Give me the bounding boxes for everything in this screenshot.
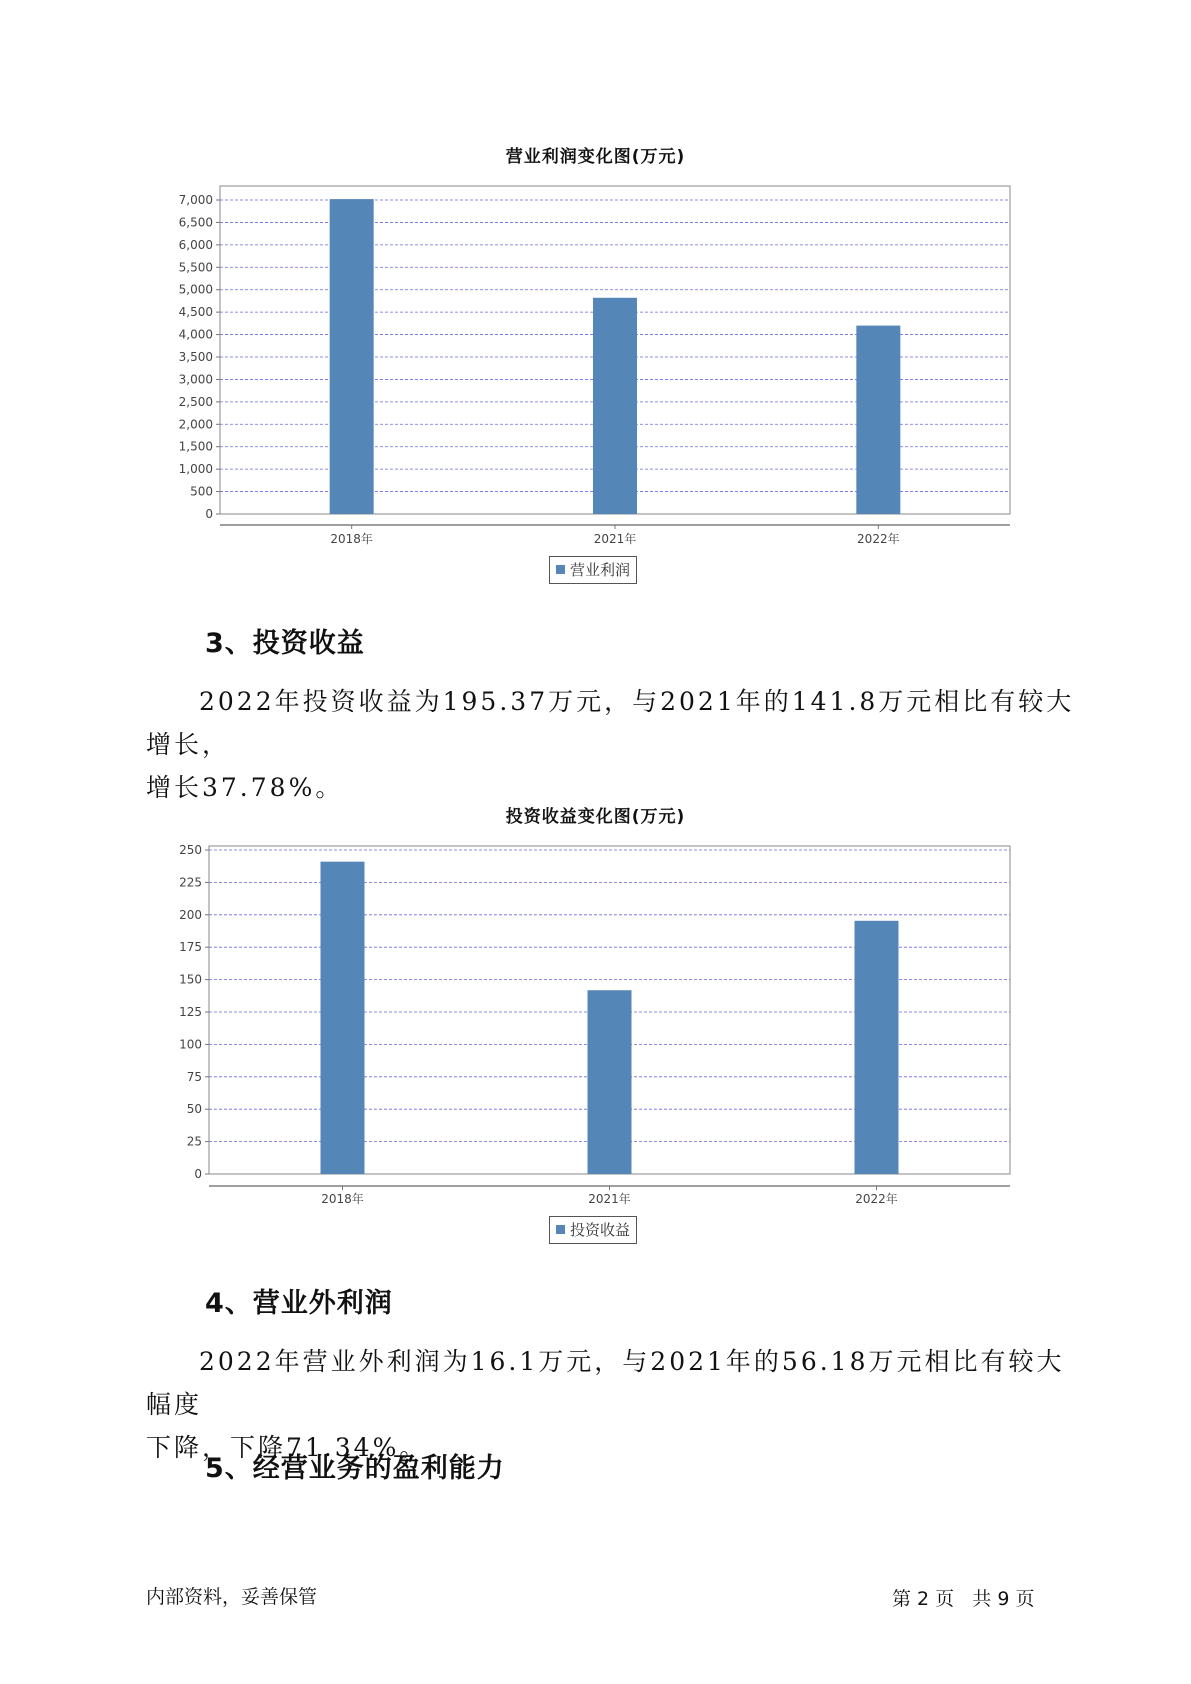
paragraph-line: 2022年投资收益为195.37万元，与2021年的141.8万元相比有较大增长， — [146, 687, 1075, 759]
y-tick-label: 50 — [186, 1102, 202, 1117]
section-heading-non-operating-profit: 4、营业外利润 — [205, 1288, 393, 1319]
section-heading-business-profitability: 5、经营业务的盈利能力 — [205, 1453, 505, 1484]
y-tick-label: 5,500 — [178, 260, 213, 275]
y-tick-label: 0 — [205, 507, 213, 521]
legend-label: 营业利润 — [570, 561, 631, 579]
y-tick-label: 175 — [179, 940, 202, 955]
bar — [588, 990, 632, 1174]
y-tick-label: 125 — [179, 1005, 202, 1019]
y-tick-label: 3,500 — [178, 350, 213, 364]
y-tick-label: 5,000 — [178, 282, 213, 297]
x-tick-label: 2022年 — [857, 532, 900, 546]
bar — [321, 862, 365, 1174]
section-heading-investment-income: 3、投资收益 — [205, 628, 365, 659]
chart-title-investment-income: 投资收益变化图(万元) — [505, 807, 686, 827]
chart-legend-investment-income — [549, 1216, 637, 1244]
y-tick-label: 7,000 — [178, 193, 213, 207]
legend-label: 投资收益 — [570, 1221, 631, 1239]
footer-confidential-note: 内部资料，妥善保管 — [146, 1586, 318, 1608]
x-tick-label: 2021年 — [588, 1192, 631, 1206]
y-tick-label: 200 — [179, 907, 202, 922]
x-tick-label: 2018年 — [321, 1192, 364, 1206]
x-tick-label: 2021年 — [593, 532, 637, 546]
x-tick-label: 2018年 — [330, 532, 373, 546]
y-tick-label: 75 — [186, 1069, 202, 1084]
y-tick-label: 4,000 — [178, 327, 213, 342]
y-tick-label: 1,000 — [178, 462, 213, 477]
y-tick-label: 100 — [179, 1037, 202, 1052]
y-tick-label: 250 — [179, 843, 202, 857]
chart-title-operating-profit: 营业利润变化图(万元) — [505, 147, 686, 167]
y-tick-label: 25 — [186, 1134, 202, 1149]
y-tick-label: 0 — [194, 1167, 202, 1181]
legend-swatch — [556, 1225, 565, 1234]
x-tick-label: 2022年 — [855, 1192, 898, 1206]
y-tick-label: 3,000 — [178, 372, 213, 387]
y-tick-label: 500 — [190, 484, 213, 499]
footer-page-number: 第 2 页 共 9 页 — [892, 1588, 1035, 1610]
paragraph-line: 2022年营业外利润为16.1万元，与2021年的56.18万元相比有较大幅度 — [146, 1347, 1065, 1419]
y-tick-label: 6,000 — [178, 237, 213, 252]
y-tick-label: 150 — [179, 972, 202, 987]
bar — [855, 921, 899, 1174]
y-tick-label: 6,500 — [178, 215, 213, 230]
paragraph-line: 下降，下降71.34%。 — [146, 1433, 428, 1462]
y-tick-label: 4,500 — [178, 305, 213, 320]
y-tick-label: 225 — [179, 875, 202, 890]
y-tick-label: 2,000 — [178, 417, 213, 432]
y-tick-label: 2,500 — [178, 394, 213, 409]
paragraph-line: 增长37.78%。 — [146, 773, 344, 802]
y-tick-label: 1,500 — [178, 439, 213, 454]
